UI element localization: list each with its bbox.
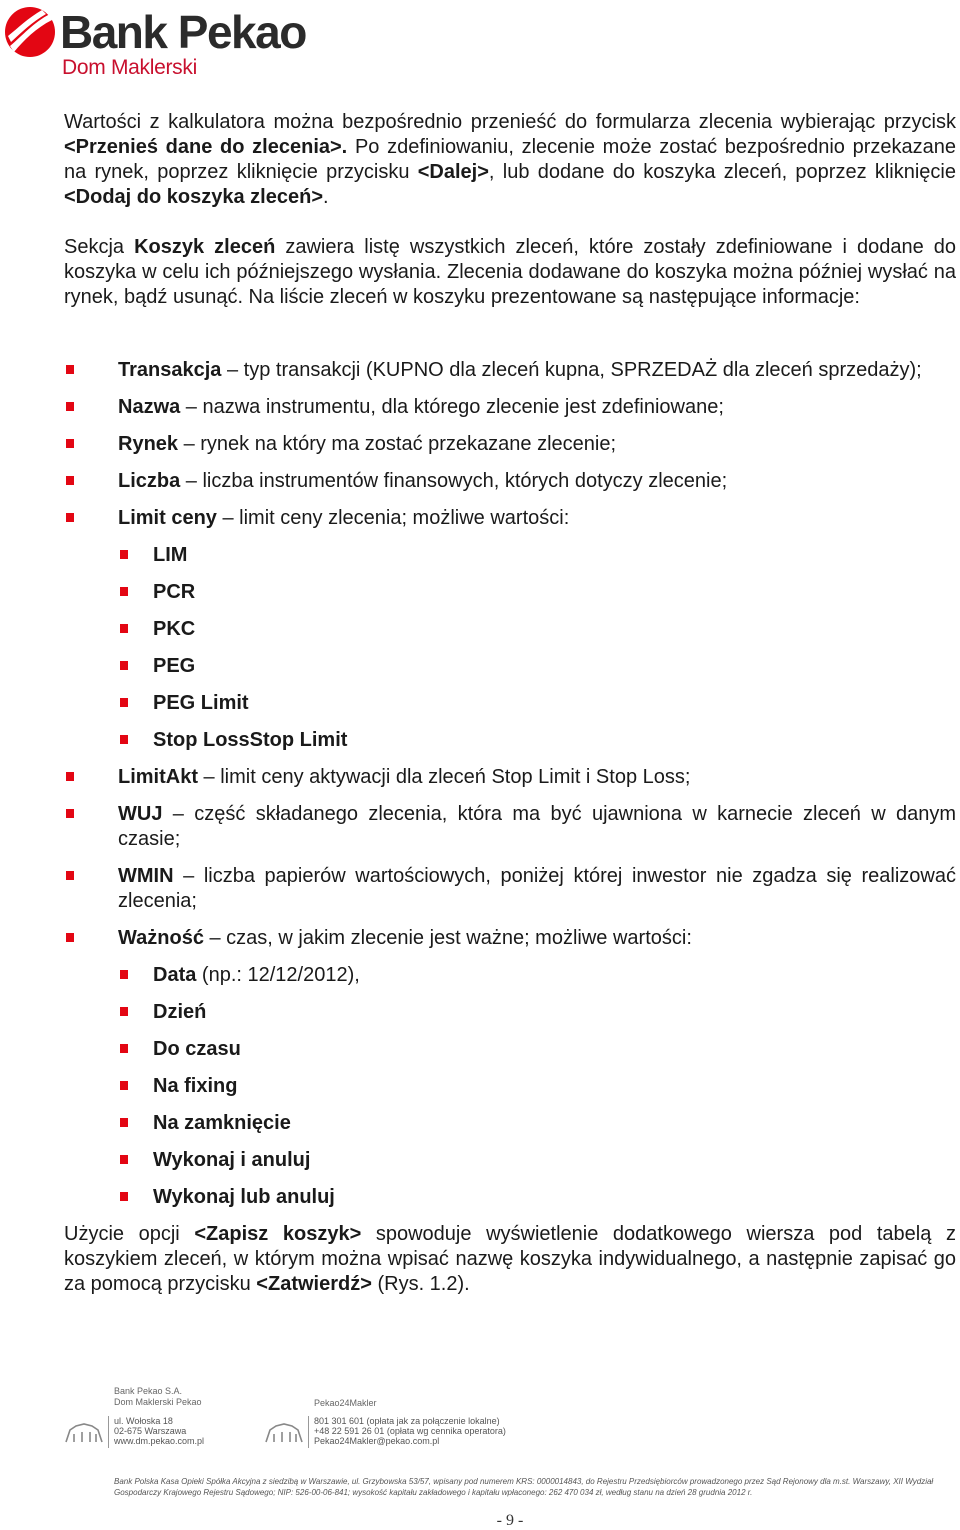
term: Liczba — [118, 470, 181, 492]
bullet-icon — [120, 661, 128, 670]
sublist-item — [118, 963, 956, 988]
bullet-icon — [66, 809, 74, 818]
sublist-item — [118, 1000, 956, 1025]
sublist-item — [118, 728, 956, 753]
website-link: www.dm.pekao.com.pl — [114, 1436, 205, 1446]
sublist-item — [118, 617, 956, 642]
button-ref-dodaj: <Dodaj do koszyka zleceń> — [64, 186, 323, 208]
value-label: PCR — [153, 581, 196, 603]
bullet-icon — [120, 970, 128, 979]
description: – limit ceny aktywacji dla zleceń Stop Limit i Stop Loss; — [198, 766, 691, 788]
paragraph-calculator — [64, 110, 956, 210]
validity-values-list — [118, 963, 956, 1210]
logo-brand-text: Bank Pekao — [60, 6, 306, 58]
page-number: - 9 - — [496, 1512, 524, 1529]
term: Ważność — [118, 927, 204, 949]
bullet-icon — [120, 698, 128, 707]
text-run: Sekcja — [64, 236, 135, 258]
sublist-item — [118, 543, 956, 568]
text-run: spowoduje wyświetlenie dodatkowego wiersza pod tabelą z koszykiem zleceń, w którym można wpisać nazwę koszyka indywidualnego, a następnie zapisać go za pomocą przycisku — [64, 1223, 956, 1295]
value-label: Data — [153, 964, 197, 986]
bullet-icon — [66, 402, 74, 411]
value-label: Stop LossStop Limit — [153, 729, 348, 751]
list-item — [64, 926, 956, 1210]
button-ref-zapisz: <Zapisz koszyk> — [194, 1223, 362, 1245]
bullet-icon — [120, 735, 128, 744]
document-body — [64, 110, 956, 1297]
list-item — [64, 765, 956, 790]
term: WMIN — [118, 865, 174, 887]
value-label: Na fixing — [153, 1075, 238, 1097]
term: Nazwa — [118, 396, 181, 418]
description: – czas, w jakim zlecenie jest ważne; możliwe wartości: — [203, 927, 692, 949]
term: WUJ — [118, 803, 163, 825]
sublist-item — [118, 1074, 956, 1099]
description: – nazwa instrumentu, dla którego zlecenie jest zdefiniowane; — [180, 396, 724, 418]
sublist-item — [118, 1037, 956, 1062]
bullet-icon — [66, 439, 74, 448]
value-label: Do czasu — [153, 1038, 241, 1060]
bullet-icon — [120, 1081, 128, 1090]
bison-emblem-icon — [264, 1420, 304, 1446]
value-label: PKC — [153, 618, 196, 640]
term: Rynek — [118, 433, 179, 455]
bullet-icon — [66, 476, 74, 485]
bullet-icon — [120, 1118, 128, 1127]
value-label: LIM — [153, 544, 188, 566]
bullet-icon — [66, 513, 74, 522]
sublist-item — [118, 1111, 956, 1136]
footer-divider — [308, 1416, 309, 1448]
bison-emblem-icon — [64, 1420, 104, 1446]
button-ref-zatwierdz: <Zatwierdź> — [256, 1273, 372, 1295]
value-note: (np.: 12/12/2012), — [196, 964, 360, 986]
list-item — [64, 506, 956, 753]
description: – część składanego zlecenia, która ma być ujawniona w karnecie zleceń w danym czasie; — [118, 803, 956, 850]
description: – liczba papierów wartościowych, poniżej której inwestor nie zgadza się realizować zlecenia; — [118, 865, 956, 912]
bullet-icon — [120, 550, 128, 559]
footer-company-unit: Dom Maklerski Pekao — [114, 1397, 202, 1407]
value-label: Dzień — [153, 1001, 207, 1023]
footer-legal-notice: Bank Polska Kasa Opieki Spółka Akcyjna z siedzibą w Warszawie, ul. Grzybowska 53/57, wpisany pod numerem KRS: 0000014843, do Rejestru Przedsiębiorców prowadzonego przez Sąd Rejonowy dla m.st. Warszawy, XII Wydział Gospodarczy Krajowego Rejestru Sądowego; NIP: 526-00-06-841; wysokość kapitału zakładowego i kapitału wpłaconego: 262 470 034 zł, według stanu na dzień 28 grudnia 2012 r. — [114, 1477, 934, 1497]
pekao-emblem-icon — [4, 6, 56, 58]
paragraph-save-basket — [64, 1222, 956, 1297]
section-ref-koszyk: Koszyk zleceń — [134, 236, 276, 258]
text-run: Po zdefiniowaniu, zlecenie może zostać bezpośrednio przekazane na rynek, poprzez kliknięcie przycisku — [64, 136, 956, 183]
paragraph-koszyk — [64, 235, 956, 310]
email-line: Pekao24Makler@pekao.com.pl — [314, 1436, 440, 1446]
list-item — [64, 358, 956, 383]
sublist-item — [118, 1185, 956, 1210]
bullet-icon — [120, 1155, 128, 1164]
description: – limit ceny zlecenia; możliwe wartości: — [216, 507, 570, 529]
phone-line: +48 22 591 26 01 (opłata wg cennika operatora) — [314, 1426, 506, 1436]
sublist-item — [118, 654, 956, 679]
list-item — [64, 395, 956, 420]
basket-fields-list — [64, 358, 956, 1210]
bullet-icon — [120, 587, 128, 596]
footer-company-name: Bank Pekao S.A. — [114, 1386, 183, 1396]
footer-service-name: Pekao24Makler — [314, 1398, 377, 1408]
description: – typ transakcji (KUPNO dla zleceń kupna, SPRZEDAŻ dla zleceń sprzedaży); — [221, 359, 922, 381]
term: LimitAkt — [118, 766, 198, 788]
page-footer — [64, 1386, 934, 1526]
limit-values-list — [118, 543, 956, 753]
address-line: 02-675 Warszawa — [114, 1426, 187, 1436]
value-label: PEG — [153, 655, 196, 677]
address-line: ul. Wołoska 18 — [114, 1416, 173, 1426]
logo-subbrand-text: Dom Maklerski — [62, 56, 197, 79]
value-label: Wykonaj lub anuluj — [153, 1186, 335, 1208]
footer-divider — [108, 1416, 109, 1448]
button-ref-dalej: <Dalej> — [417, 161, 489, 183]
value-label: Na zamknięcie — [153, 1112, 291, 1134]
bullet-icon — [66, 365, 74, 374]
phone-line: 801 301 601 (opłata jak za połączenie lokalne) — [314, 1416, 500, 1426]
bullet-icon — [66, 933, 74, 942]
text-run: Użycie opcji — [64, 1223, 195, 1245]
text-run: . — [323, 186, 329, 208]
bullet-icon — [120, 624, 128, 633]
bank-pekao-logo — [4, 2, 324, 82]
value-label: Wykonaj i anuluj — [153, 1149, 311, 1171]
term: Transakcja — [118, 359, 222, 381]
bullet-icon — [120, 1007, 128, 1016]
value-label: PEG Limit — [153, 692, 249, 714]
sublist-item — [118, 580, 956, 605]
footer-phones — [314, 1416, 506, 1446]
description: – rynek na który ma zostać przekazane zlecenie; — [178, 433, 617, 455]
text-run: Wartości z kalkulatora można bezpośrednio przenieść do formularza zlecenia wybierając przycisk — [64, 111, 956, 133]
sublist-item — [118, 691, 956, 716]
bullet-icon — [120, 1044, 128, 1053]
term: Limit ceny — [118, 507, 217, 529]
text-run: , lub dodane do koszyka zleceń, poprzez kliknięcie — [488, 161, 956, 183]
description: – liczba instrumentów finansowych, których dotyczy zlecenie; — [180, 470, 728, 492]
text-run: zawiera listę wszystkich zleceń, które zostały zdefiniowane i dodane do koszyka w celu ich późniejszego wysłania. Zlecenia dodawane do koszyka można później wysłać na rynek, bądź usunąć. Na liście zleceń w koszyku prezentowane są następujące informacje: — [64, 236, 956, 308]
list-item — [64, 469, 956, 494]
list-item — [64, 864, 956, 914]
bullet-icon — [66, 772, 74, 781]
button-ref-przenies: <Przenieś dane do zlecenia>. — [64, 136, 348, 158]
footer-address — [114, 1416, 204, 1446]
bullet-icon — [66, 871, 74, 880]
text-run: (Rys. 1.2). — [371, 1273, 470, 1295]
bullet-icon — [120, 1192, 128, 1201]
list-item — [64, 802, 956, 852]
list-item — [64, 432, 956, 457]
sublist-item — [118, 1148, 956, 1173]
